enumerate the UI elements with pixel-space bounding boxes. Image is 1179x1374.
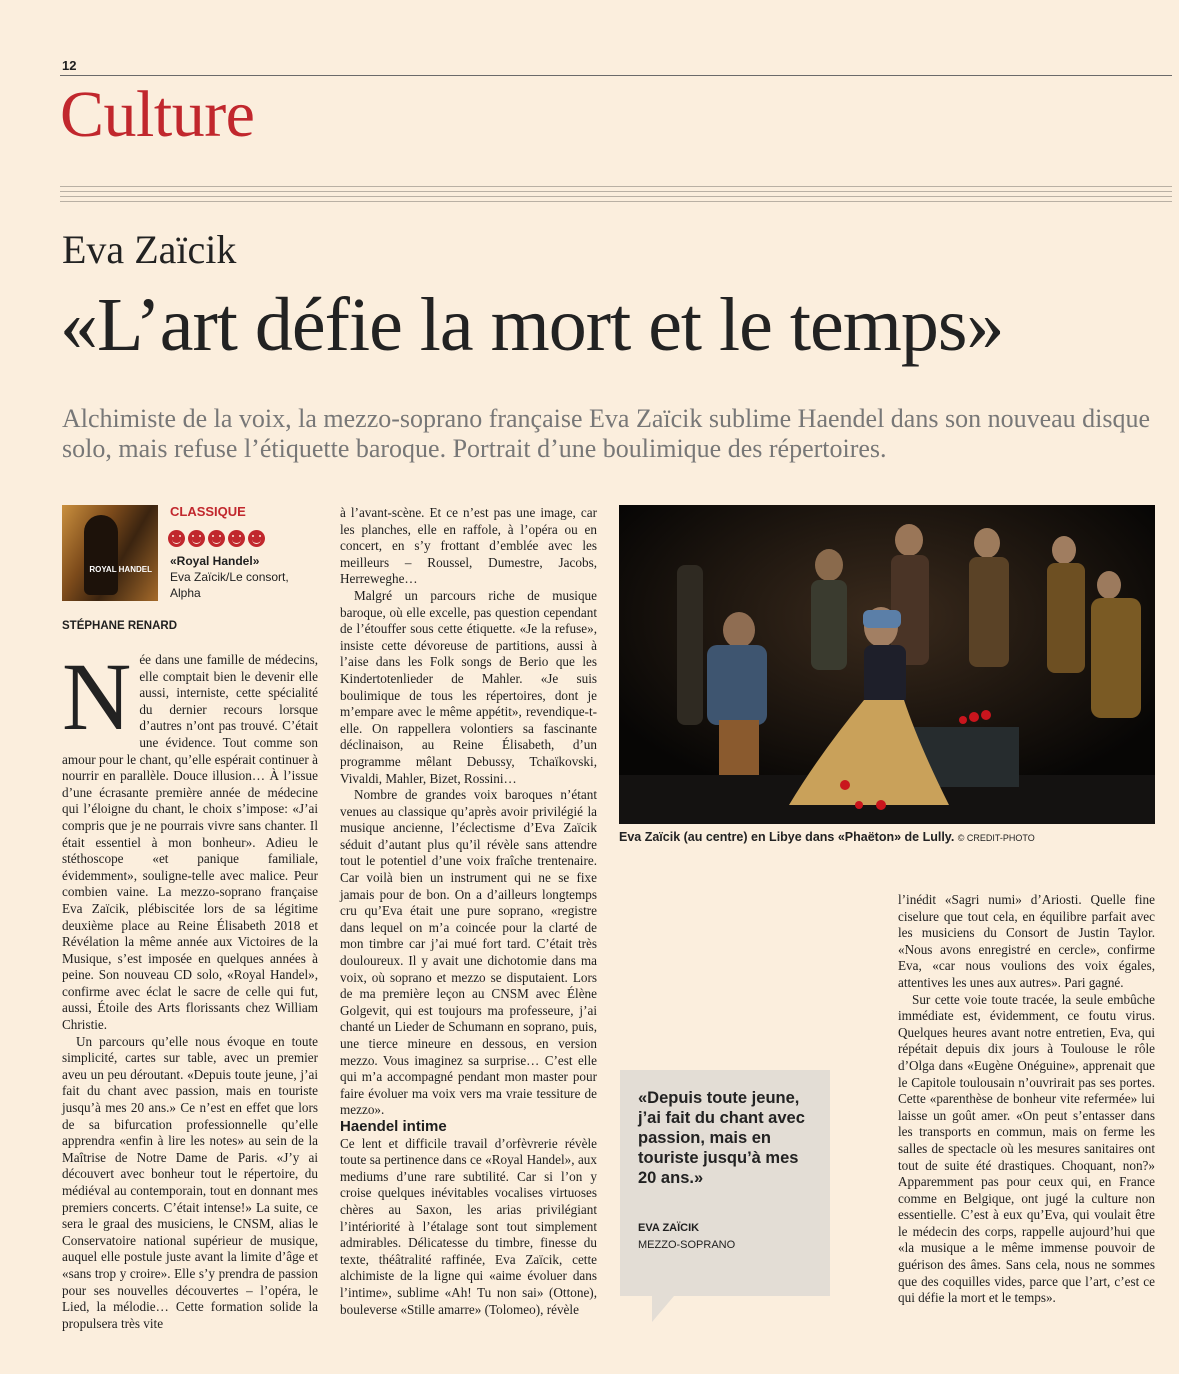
article-headline: «L’art défie la mort et le temps» [60,283,1004,367]
smiley-icon [248,530,265,547]
paragraph: Malgré un parcours riche de musique baroque, où elle excelle, pas question cependant de l’étouffer sous cette étiquette. «Je la refuse», insiste cette dévoreuse de partitions, aussi à l’aise dans les Folk songs de Berio que les Kindertotenlieder de Mahler. «Je suis boulimique de tous les répertoires, dont je m’empare avec le même appétit», revendique-t-elle. On rappellera volontiers sa fascinante déclinaison, au Reine Élisabeth, d’un programme mêlant Debussy, Tchaïkovski, Vivaldi, Mahler, Bizet, Rossini… [340,587,597,786]
paragraph: l’inédit «Sagri numi» d’Ariosti. Quelle fine ciselure que tout cela, en équilibre parfait avec les musiciens du Consort de Justin Taylor. «Nous avons enregistré en cercle», confirme Eva, «car nous voulions des voix égales, attentives les unes aux autres». Pari gagné. [898,892,1155,990]
album-cover [62,505,158,601]
column-1 [62,643,318,1332]
pull-quote-text: «Depuis toute jeune, j’ai fait du chant avec passion, mais en touriste jusqu’à mes 20 ans.» [638,1089,805,1187]
subheading: Haendel intime [340,1117,447,1135]
album-title: «Royal Handel» [170,554,260,568]
page-number: 12 [62,58,77,73]
paragraph: Sur cette voie toute tracée, la seule embûche immédiate est, évidemment, ce foutu virus. Quelques heures avant notre entretien, Eva, qui répétait depuis dix jours à Toulouse le rôle d’Olga dans «Eugène Onéguine», apprenait que le Capitole toulousain n’ouvrirait pas ses portes. Cette «parenthèse de bonheur vite refermée» lui laisse un goût amer. «On peut s’entasser dans les transports en commun, mais on ferme les salles de spectacle où les mesures sanitaires ont tout de suite été drastiques. Choquant, non?» Apparemment pas pour ceux qui, en France comme en Belgique, ont jugé la culture non essentielle. C’est à eux qu’Eva, qui voulait être le médecin des corps, rappelle aujourd’hui que «la musique a le même immense pouvoir de guérison des âmes. Sans cela, nous ne sommes que des coquilles vides, parce que l’art, c’est ce qui défie la mort et le temps». [898,991,1155,1306]
caption-text: Eva Zaïcik (au centre) en Libye dans «Phaëton» de Lully. [619,830,955,844]
rating [168,530,265,547]
pull-quote-tail [652,1296,674,1322]
photo-credit: © CREDIT-PHOTO [957,833,1035,843]
album-cover-text: ROYAL HANDEL [89,565,152,574]
paragraph: Un parcours qu’elle nous évoque en toute simplicité, cartes sur table, avec un premier aveu un peu déroutant. «Depuis toute jeune, j’ai fait du chant avec passion, mais en touriste jusqu’à mes 20 ans.» Ce n’est en effet que lors de sa bifurcation professionnelle qu’elle apprendra «enfin à lire les notes» au sein de la Maîtrise de Notre Dame de Paris. «J’y ai découvert avec bonheur tout le répertoire, du médiéval au contemporain, tout en donnant mes premiers concerts. C’était intense!» La suite, ce sera le graal des musiciens, le CNSM, alias le Conservatoire national supérieur de musique, auquel elle postule juste avant la limite d’âge et «sans trop y croire». Elle s’y prendra de passion pour ses nouvelles découvertes – l’opéra, le Lied, la mélodie… Cette formation solide la propulsera très vite [62,1033,318,1331]
column-2 [340,505,597,1318]
pull-quote-role: MEZZO-SOPRANO [638,1239,736,1251]
section-divider [60,186,1172,206]
paragraph: ée dans une famille de médecins, elle comptait bien le devenir elle aussi, interniste, cette spécialité du dernier recours lorsque d’autres n’ont pas trouvé. C’était une évidence. Tout comme son amour pour le chant, qu’elle espérait continuer à nourrir en parallèle. Douce illusion… À l’issue d’une écrasante première année de médecine qui l’éloigne du chant, le choix s’impose: «J’ai compris que je ne pourrais vivre sans chanter. Il était essentiel à mon bonheur». Adieu le stéthoscope «et panique familiale, évidemment», souligne-telle avec malice. Peur combien vaine. La mezzo-soprano française Eva Zaïcik, plébiscitée lors de sa légitime deuxième place au Reine Élisabeth 2018 et Révélation la même année aux Victoires de la Musique, s’est imposée en quelques années à peine. Son nouveau CD solo, «Royal Handel», confirme avec éclat le sacre de celle qui fut, aussi, Étoile des Arts florissants chez William Christie. [62,652,318,1033]
drop-cap: N [62,643,132,750]
smiley-icon [208,530,225,547]
byline: STÉPHANE RENARD [62,620,178,632]
paragraph: Nombre de grandes voix baroques n’étant venues au classique qu’après avoir privilégié la musique ancienne, l’éclectisme d’Eva Zaïcik séduit d’autant plus qu’il révèle sans attendre tout le potentiel d’une voix fraîche trentenaire. Car voilà bien un instrument qui ne se fixe jamais pour de bon. On a d’ailleurs longtemps cru qu’Eva était une pure soprano, «registre dans lequel on m’a coincée pour la clarté de mon timbre car j’ai mué fort tard. C’était très douloureux. Il y avait une dichotomie dans ma voix, où soprano et mezzo se disputaient. Lors de ma première leçon au CNSM avec Élène Golgevit, qui est toujours ma professeure, j’ai chanté un Lieder de Schumann en soprano, puis, une tierce mineure en dessous, en version mezzo. Vous imaginez sa surprise… C’est elle qui m’a accompagné pendant mon master pour faire évoluer ma voix vers ma vraie tessiture de mezzo». [340,787,597,1118]
section-title: Culture [60,78,255,151]
album-info [170,553,330,601]
category-label: CLASSIQUE [170,504,246,519]
paragraph: à l’avant-scène. Et ce n’est pas une image, car les planches, elle en raffole, à l’opéra ou en concert, en s’y frottant d’emblée avec les meilleurs – Roussel, Dumestre, Jacobs, Herreweghe… [340,505,597,587]
album-label: Alpha [170,586,201,600]
top-rule [60,75,1172,76]
standfirst: Alchimiste de la voix, la mezzo-soprano française Eva Zaïcik sublime Haendel dans son nouveau disque solo, mais refuse l’étiquette baroque. Portrait d’une boulimique des répertoires. [62,404,1151,463]
article-kicker: Eva Zaïcik [62,227,237,272]
smiley-icon [228,530,245,547]
smiley-icon [168,530,185,547]
stage-photo [619,505,1155,824]
album-artist: Eva Zaïcik/Le consort, [170,570,289,584]
photo-caption [619,830,1035,844]
pull-quote-name: EVA ZAÏCIK [638,1222,700,1234]
paragraph: Ce lent et difficile travail d’orfèvrerie révèle toute sa pertinence dans ce «Royal Handel», aux mediums d’une rare subtilité. Car si l’on y croise quelques inévitables vocalises virtuoses chères au Saxon, les arias privilégiant l’intériorité à l’étalage sont tout simplement admirables. Délicatesse du timbre, finesse du texte, théâtralité raffinée, Eva Zaïcik, cette alchimiste de la ligne qui «aime évoluer dans l’intime», sublime «Ah! Tu non sai» (Ottone), bouleverse «Stille amarre» (Tolomeo), révèle [340,1135,597,1317]
pull-quote-box [620,1070,830,1296]
smiley-icon [188,530,205,547]
column-3 [898,892,1155,1307]
